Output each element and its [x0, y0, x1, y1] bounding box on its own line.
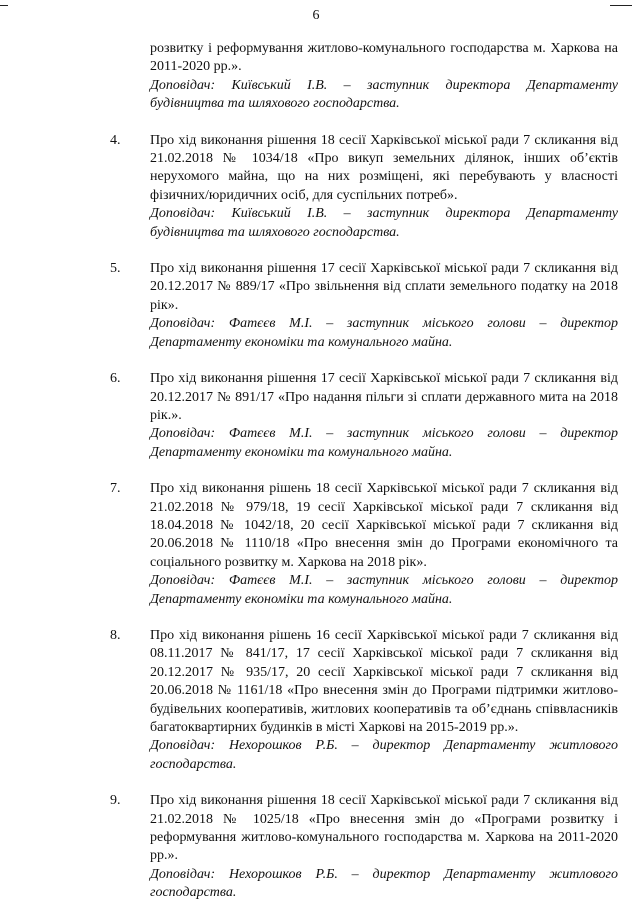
- item-speaker: Доповідач: Київський І.В. – заступник директора Департаменту будівництва та шляхового господарства.: [150, 77, 618, 112]
- item-text: Про хід виконання рішення 18 сесії Харківської міської ради 7 скликання від 21.02.2018 № 1034/18 «Про викуп земельних ділянок, інших об’єктів нерухомого майна, що на них розміщені, які перебувають у власності фізичних/юридичних осіб, для суспільних потреб».: [150, 132, 618, 203]
- item-speaker: Доповідач: Фатєєв М.І. – заступник міського голови – директор Департаменту економіки та комунального майна.: [150, 573, 618, 607]
- scan-edge-mark-right: [610, 5, 632, 6]
- item-text: розвитку і реформування житлово-комунального господарства м. Харкова на 2011-2020 рр.».: [150, 41, 618, 75]
- item-speaker: Доповідач: Фатєєв М.І. – заступник міського голови – директор Департаменту економіки та комунального майна.: [150, 316, 618, 350]
- agenda-item-4: [110, 132, 618, 242]
- item-number: 5.: [110, 261, 121, 277]
- agenda-item-7: [110, 480, 618, 609]
- agenda-item-9: [110, 792, 618, 902]
- item-text: Про хід виконання рішень 16 сесії Харківської міської ради 7 скликання від 08.11.2017 № 841/17, 17 сесії Харківської міської ради 7 скликання від 20.12.2017 № 935/17, 20 сесії Харківської міської ради 7 скликання від 20.06.2018 № 1161/18 «Про внесення змін до Програми підтримки житлово-будівельних кооперативів, житлових кооперативів та об’єднань співвласників багатоквартирних будинків в місті Харкові на 2015-2019 рр.».: [150, 627, 618, 735]
- item-speaker: Доповідач: Київський І.В. – заступник директора Департаменту будівництва та шляхового господарства.: [150, 206, 618, 240]
- item-number: 7.: [110, 481, 121, 497]
- agenda-item-6: [110, 370, 618, 462]
- agenda-content: [110, 40, 618, 921]
- agenda-item-continuation: [110, 40, 618, 114]
- page-number: 6: [312, 8, 320, 23]
- item-text: Про хід виконання рішень 18 сесії Харківської міської ради 7 скликання від 21.02.2018 № 979/18, 19 сесії Харківської міської ради 7 скликання від 18.04.2018 № 1042/18, 20 сесії Харківської міської ради 7 скликання від 20.06.2018 № 1110/18 «Про внесення змін до Програми економічного та соціального розвитку м. Харкова на 2018 рік».: [150, 481, 618, 570]
- scan-edge-mark-left: [0, 5, 8, 6]
- item-number: 4.: [110, 132, 121, 148]
- item-text: Про хід виконання рішення 17 сесії Харківської міської ради 7 скликання від 20.12.2017 № 891/17 «Про надання пільги зі сплати державного мита на 2018 рік.».: [150, 371, 618, 423]
- item-speaker: Доповідач: Нехорошков Р.Б. – директор Департаменту житлового господарства.: [150, 738, 618, 772]
- item-number: 6.: [110, 371, 121, 387]
- item-speaker: Доповідач: Фатєєв М.І. – заступник міського голови – директор Департаменту економіки та комунального майна.: [150, 426, 618, 460]
- item-text: Про хід виконання рішення 17 сесії Харківської міської ради 7 скликання від 20.12.2017 № 889/17 «Про звільнення від сплати земельного податку на 2018 рік».: [150, 261, 618, 313]
- agenda-item-5: [110, 260, 618, 352]
- item-speaker: Доповідач: Нехорошков Р.Б. – директор Департаменту житлового господарства.: [150, 866, 618, 901]
- item-text: Про хід виконання рішення 18 сесії Харківської міської ради 7 скликання від 21.02.2018 № 1025/18 «Про внесення змін до «Програми розвитку і реформування житлово-комунального господарства м. Харкова на 2011-2020 рр.».: [150, 793, 618, 864]
- item-number: 9.: [110, 793, 121, 809]
- agenda-item-8: [110, 627, 618, 774]
- item-number: 8.: [110, 627, 121, 643]
